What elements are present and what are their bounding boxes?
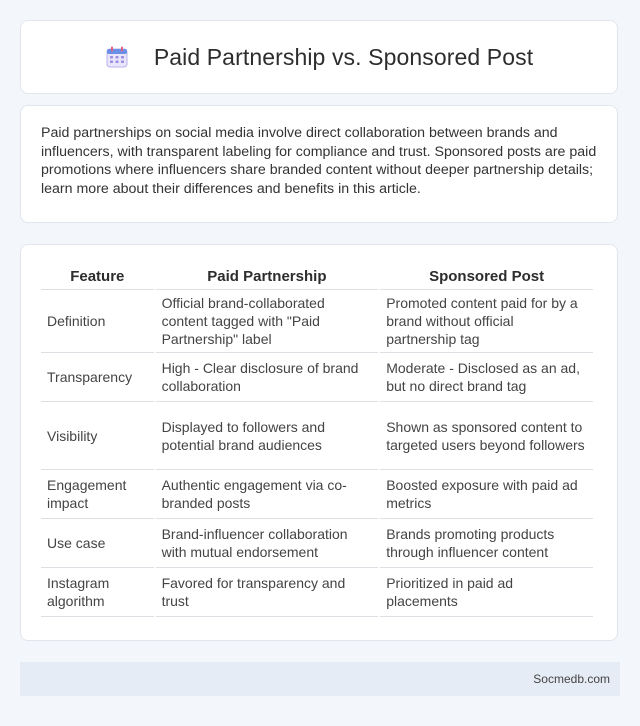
paid-partnership-cell: Favored for transparency and trust (156, 568, 379, 617)
header-feature: Feature (41, 265, 154, 290)
feature-cell: Visibility (41, 402, 154, 470)
comparison-table (39, 265, 595, 617)
footer-site-link[interactable]: Socmedb.com (533, 672, 610, 686)
footer (20, 662, 620, 696)
sponsored-post-cell: Prioritized in paid ad placements (380, 568, 593, 617)
paid-partnership-cell: Brand-influencer collaboration with mutual endorsement (156, 519, 379, 568)
paid-partnership-cell: Official brand-collaborated content tagged with "Paid Partnership" label (156, 290, 379, 353)
feature-cell: Engagement impact (41, 470, 154, 519)
feature-cell: Transparency (41, 353, 154, 402)
feature-cell: Definition (41, 290, 154, 353)
table-row (41, 568, 593, 617)
title-card (20, 20, 618, 94)
table-card (20, 244, 618, 641)
paid-partnership-cell: Authentic engagement via co-branded posts (156, 470, 379, 519)
table-row (41, 519, 593, 568)
calendar-icon (105, 45, 129, 69)
sponsored-post-cell: Shown as sponsored content to targeted users beyond followers (380, 402, 593, 470)
table-row (41, 353, 593, 402)
sponsored-post-cell: Boosted exposure with paid ad metrics (380, 470, 593, 519)
header-paid-partnership: Paid Partnership (156, 265, 379, 290)
paid-partnership-cell: Displayed to followers and potential brand audiences (156, 402, 379, 470)
table-row (41, 470, 593, 519)
header-sponsored-post: Sponsored Post (380, 265, 593, 290)
sponsored-post-cell: Promoted content paid for by a brand without official partnership tag (380, 290, 593, 353)
table-header-row (41, 265, 593, 290)
paid-partnership-cell: High - Clear disclosure of brand collaboration (156, 353, 379, 402)
feature-cell: Use case (41, 519, 154, 568)
sponsored-post-cell: Moderate - Disclosed as an ad, but no direct brand tag (380, 353, 593, 402)
feature-cell: Instagram algorithm (41, 568, 154, 617)
intro-text: Paid partnerships on social media involve direct collaboration between brands and influencers, with transparent labeling for compliance and trust. Sponsored posts are paid promotions where influencers share branded content without deeper partnership details; learn more about their differences and benefits in this article. (41, 125, 597, 197)
sponsored-post-cell: Brands promoting products through influencer content (380, 519, 593, 568)
intro-card (20, 105, 618, 223)
table-row (41, 290, 593, 353)
page-title: Paid Partnership vs. Sponsored Post (153, 43, 534, 70)
table-row (41, 402, 593, 470)
